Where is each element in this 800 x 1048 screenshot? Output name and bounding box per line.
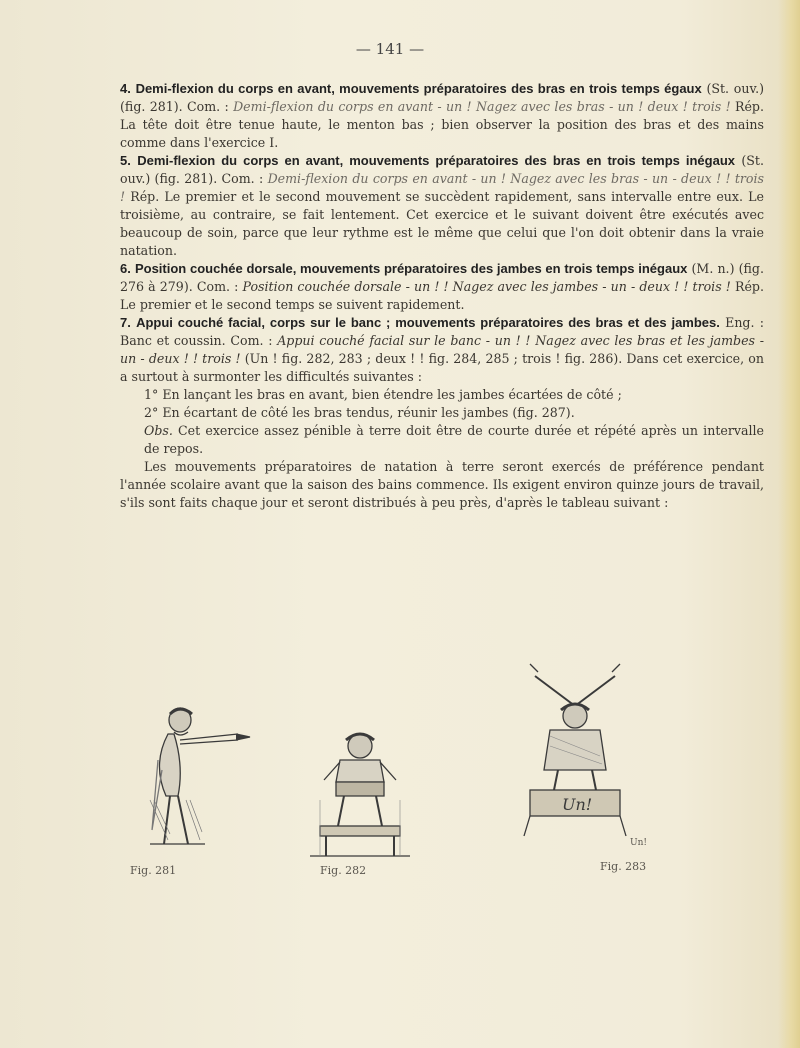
body-text: [120, 80, 764, 512]
item-title: Appui couché facial, corps sur le banc ; mouvements préparatoires des bras et des jambes.: [136, 315, 720, 330]
page-number: — 141 —: [355, 40, 425, 58]
difficulty-2: 2° En écartant de côté les bras tendus, réunir les jambes (fig. 287).: [144, 405, 575, 420]
item-7: [120, 314, 764, 386]
item-4: [120, 80, 764, 152]
item-6: [120, 260, 764, 314]
observation: [120, 422, 764, 458]
figure-281-illustration: [110, 700, 260, 848]
figure-283-illustration: [490, 660, 660, 842]
figure-282-illustration: [300, 730, 420, 860]
difficulty-1: 1° En lançant les bras en avant, bien étendre les jambes écartées de côté ;: [144, 387, 622, 402]
item-number: 6.: [120, 261, 131, 276]
item-text: Rép. Le premier et le second temps se suivent rapidement.: [120, 279, 764, 312]
closing-paragraph: Les mouvements préparatoires de natation à terre seront exercés de préférence pendant l'année scolaire avant que la saison des bains commence. Ils exigent environ quinze jours de travail, s'ils sont faits chaque jour et seront distribués à peu près, d'après le tableau suivant :: [120, 459, 764, 510]
obs-label: Obs.: [144, 423, 173, 438]
obs-text: Cet exercice assez pénible à terre doit être de courte durée et répété après un intervalle de repos.: [144, 423, 764, 456]
item-text: (M. n.) (fig. 276 à 279). Com. :: [120, 261, 764, 294]
item-text: (Un ! fig. 282, 283 ; deux ! ! fig. 284, 285 ; trois ! fig. 286). Dans cet exercice, on a surtout à surmonter les difficultés suivantes :: [120, 351, 764, 384]
item-number: 5.: [120, 153, 131, 168]
figure-283-inscription-label: Un!: [630, 838, 647, 848]
figure-283-inscription: Un!: [562, 795, 593, 814]
item-title: Demi-flexion du corps en avant, mouvements préparatoires des bras en trois temps inégaux: [137, 153, 735, 168]
item-text: Eng. : Banc et coussin. Com. :: [120, 315, 764, 348]
item-number: 4.: [120, 81, 131, 96]
item-command: Position couchée dorsale - un ! ! Nagez avec les jambes - un - deux ! ! trois !: [242, 279, 731, 294]
item-command: Demi-flexion du corps en avant - un ! Nagez avec les bras - un ! deux ! trois !: [233, 99, 731, 114]
item-text: (St. ouv.) (fig. 281). Com. :: [120, 81, 764, 114]
item-text: Rép. La tête doit être tenue haute, le menton bas ; bien observer la position des bras et des mains comme dans l'exercice I.: [120, 99, 764, 150]
item-text: Rép. Le premier et le second mouvement se succèdent rapidement, sans intervalle entre eux. Le troisième, au contraire, se fait lentement. Cet exercice et le suivant doivent être exécutés avec beaucoup de soin, parce que leur rythme est le même que celui que l'on doit obtenir dans la vraie natation.: [120, 189, 764, 258]
figures: [110, 660, 790, 900]
item-command: Demi-flexion du corps en avant - un ! Nagez avec les bras - un - deux ! ! trois !: [120, 171, 765, 204]
item-title: Demi-flexion du corps en avant, mouvements préparatoires des bras en trois temps égaux: [135, 81, 702, 96]
figure-283-caption: Fig. 283: [600, 860, 647, 873]
figure-281-caption: Fig. 281: [130, 864, 177, 877]
figure-282-caption: Fig. 282: [320, 864, 367, 877]
item-title: Position couchée dorsale, mouvements préparatoires des jambes en trois temps inégaux: [134, 261, 688, 276]
item-number: 7.: [120, 315, 131, 330]
item-text: (St. ouv.) (fig. 281). Com. :: [120, 153, 764, 186]
item-command: Appui couché facial sur le banc - un ! ! Nagez avec les bras et les jambes - un - deux ! ! trois !: [120, 333, 764, 366]
item-5: [120, 152, 764, 260]
